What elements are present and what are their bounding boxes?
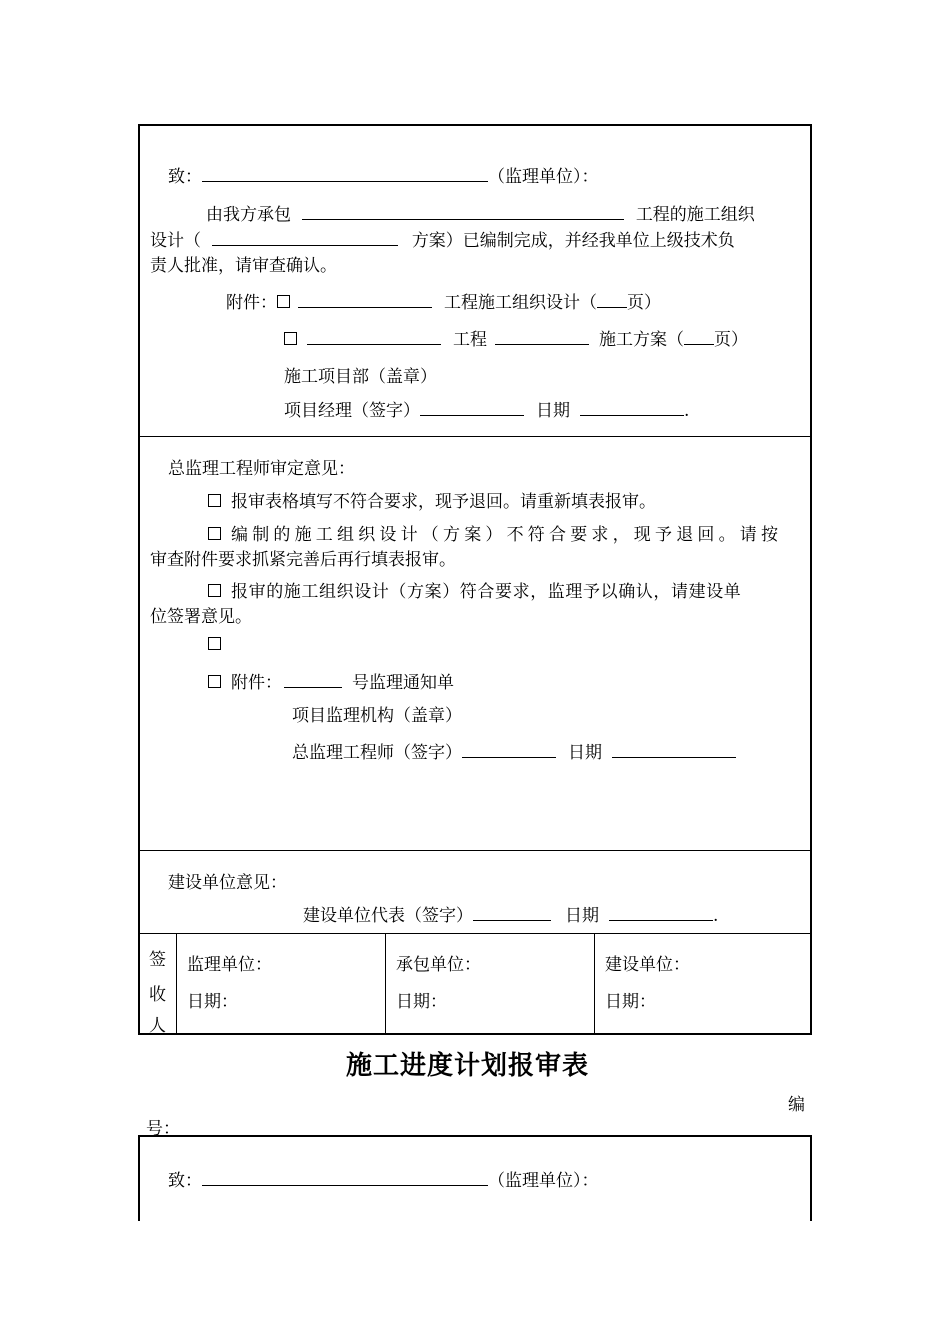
option-2-line1: 编制的施工组织设计（方案）不符合要求，现予退回。请按 [208, 520, 782, 545]
sign-col-char-2: 收 [149, 985, 166, 1005]
owner-opinion-title: 建设单位意见： [168, 873, 287, 893]
supervision-org-stamp: 项目监理机构（盖章） [292, 706, 462, 726]
divider [385, 934, 386, 1034]
form2-to-line: 致： （监理单位）： [168, 1166, 599, 1191]
form1-attachment-1: 附件： 工程施工组织设计（ 页） [226, 288, 661, 313]
form1-attachment-2: 工程 施工方案（ 页） [284, 325, 748, 350]
notice-number-blank[interactable] [284, 669, 342, 688]
contractor-date-label: 日期： [396, 992, 447, 1012]
sign-col-char-3: 人 [149, 1016, 166, 1036]
form2-number-a: 编 [788, 1095, 805, 1115]
design-blank[interactable] [212, 227, 398, 246]
supervision-unit-label: 监理单位： [187, 955, 272, 975]
supervision-date-label: 日期： [187, 992, 238, 1012]
sign-col-char-1: 签 [149, 950, 166, 970]
checkbox[interactable] [208, 584, 221, 597]
form1-body-line1: 由我方承包 工程的施工组织 [206, 200, 755, 225]
checkbox[interactable] [208, 637, 221, 650]
chief-sign-blank[interactable] [462, 739, 556, 758]
form1-to-line: 致： （监理单位）： [168, 162, 599, 187]
pm-sign-line: 项目经理（签字） 日期 . [284, 396, 689, 421]
form1-body-line2: 设计（ 方案）已编制完成，并经我单位上级技术负 [150, 226, 735, 251]
owner-unit-label: 建设单位： [605, 955, 690, 975]
attachment-project-blank[interactable] [298, 289, 432, 308]
owner-rep-line: 建设单位代表（签字） 日期 . [303, 901, 718, 926]
chief-sign-line: 总监理工程师（签字） 日期 [292, 738, 736, 763]
contractor-unit-label: 承包单位： [396, 955, 481, 975]
supervision-unit-blank[interactable] [202, 1167, 488, 1186]
option-4 [208, 635, 231, 655]
attachment2-blank[interactable] [307, 326, 441, 345]
attachment2-scheme-blank[interactable] [495, 326, 589, 345]
option-3-line1: 报审的施工组织设计（方案）符合要求，监理予以确认，请建设单 [208, 577, 741, 602]
option-2-line2: 审查附件要求抓紧完善后再行填表报审。 [150, 550, 456, 570]
divider [594, 934, 595, 1034]
divider [139, 933, 811, 934]
checkbox[interactable] [277, 295, 290, 308]
option-notice: 附件： 号监理通知单 [208, 668, 454, 693]
date-blank[interactable] [612, 739, 736, 758]
checkbox[interactable] [208, 494, 221, 507]
form2-title: 施工进度计划报审表 [346, 1051, 590, 1081]
supervisor-opinion-title: 总监理工程师审定意见： [168, 459, 355, 479]
checkbox[interactable] [208, 527, 221, 540]
page-count-blank[interactable] [597, 289, 627, 308]
form2-number-b: 号： [146, 1119, 180, 1139]
divider [176, 934, 177, 1034]
divider [139, 436, 811, 437]
owner-sign-blank[interactable] [473, 902, 551, 921]
date-blank[interactable] [609, 902, 713, 921]
dept-stamp-label: 施工项目部（盖章） [284, 367, 437, 387]
project-blank[interactable] [302, 201, 624, 220]
page-count-blank[interactable] [684, 326, 714, 345]
checkbox[interactable] [284, 332, 297, 345]
supervision-unit-blank[interactable] [202, 163, 488, 182]
date-blank[interactable] [580, 397, 684, 416]
form1-body-line3: 责人批准，请审查确认。 [150, 256, 337, 276]
option-3-line2: 位签署意见。 [150, 607, 252, 627]
pm-sign-blank[interactable] [420, 397, 524, 416]
checkbox[interactable] [208, 675, 221, 688]
owner-date-label: 日期： [605, 992, 656, 1012]
option-1: 报审表格填写不符合要求，现予退回。请重新填表报审。 [208, 487, 656, 512]
divider [139, 850, 811, 851]
